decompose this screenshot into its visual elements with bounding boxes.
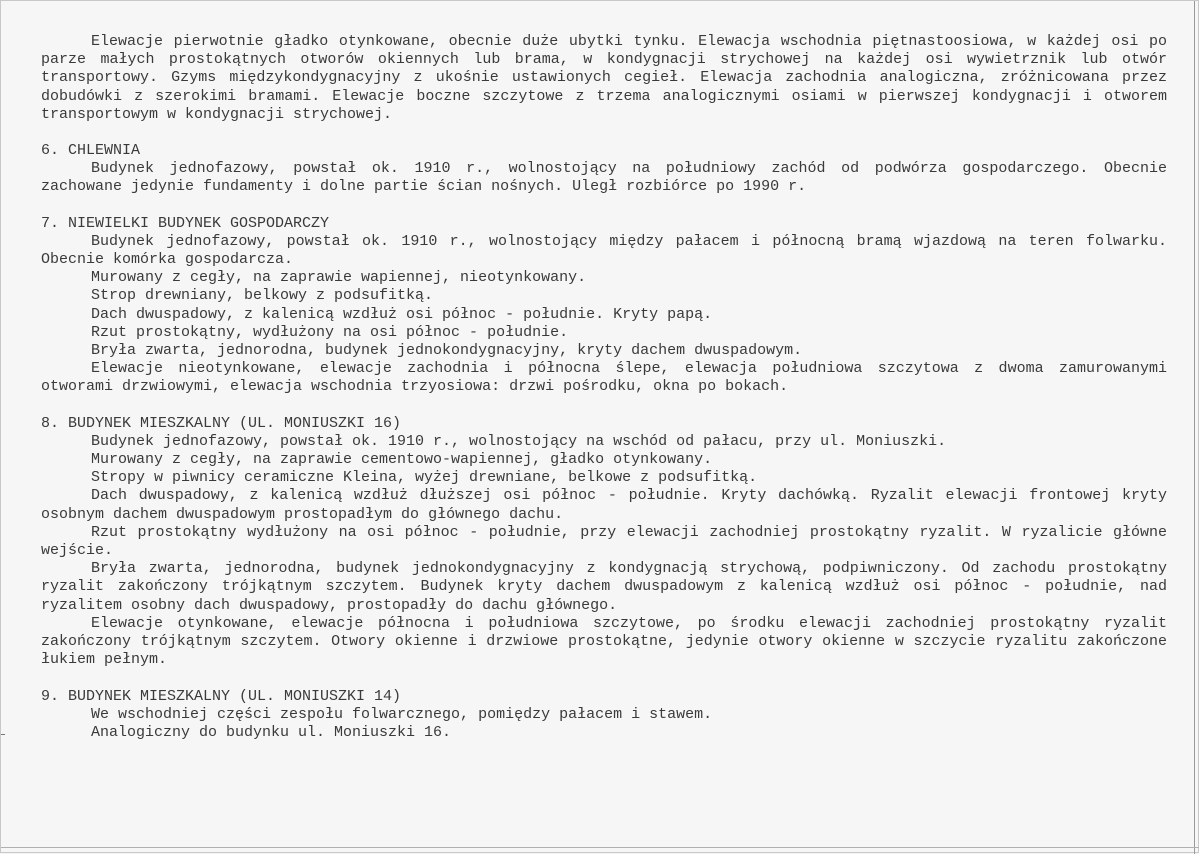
- section-budynek-mieszkalny-14: [41, 688, 1167, 743]
- section-paragraph: Budynek jednofazowy, powstał ok. 1910 r., wolnostojący między pałacem i północną bramą wjazdową na teren folwarku. Obecnie komórka gospodarcza.: [41, 232, 1167, 269]
- section-paragraph: Bryła zwarta, jednorodna, budynek jednokondygnacyjny, kryty dachem dwuspadowym.: [91, 342, 803, 360]
- section-paragraph: We wschodniej części zespołu folwarcznego, pomiędzy pałacem i stawem.: [91, 705, 713, 723]
- section-paragraph: Budynek jednofazowy, powstał ok. 1910 r., wolnostojący na wschód od pałacu, przy ul. Moniuszki.: [91, 432, 947, 450]
- section-paragraph: Murowany z cegły, na zaprawie wapiennej, nieotynkowany.: [91, 269, 587, 287]
- section-niewielki-budynek: [41, 215, 1167, 397]
- section-paragraph: Analogiczny do budynku ul. Moniuszki 16.: [91, 723, 452, 741]
- section-heading: 9. BUDYNEK MIESZKALNY (UL. MONIUSZKI 14): [41, 687, 402, 705]
- section-paragraph: Stropy w piwnicy ceramiczne Kleina, wyżej drewniane, belkowe z podsufitką.: [91, 469, 758, 487]
- section-heading: 7. NIEWIELKI BUDYNEK GOSPODARCZY: [41, 214, 330, 232]
- section-paragraph: Budynek jednofazowy, powstał ok. 1910 r., wolnostojący na południowy zachód od podwórza gospodarczego. Obecnie zachowane jedynie fundamenty i dolne partie ścian nośnych. Uległ rozbiórce po 1990 r.: [41, 160, 1167, 196]
- margin-mark: [1, 734, 5, 735]
- page-edge-bottom: [1, 847, 1199, 848]
- section-chlewnia: [41, 142, 1167, 197]
- intro-paragraph: Elewacje pierwotnie gładko otynkowane, obecnie duże ubytki tynku. Elewacja wschodnia piętnastoosiowa, w każdej osi po parze małych prostokątnych otworów okiennych lub brama, w kondygnacji strychowej na każdej osi wywietrznik lub otwór transportowy. Gzyms międzykondygnacyjny z ukośnie ustawionych cegieł. Elewacja zachodnia analogiczna, zróżnicowana przez dobudówki z szerokimi bramami. Elewacje boczne szczytowe z trzema analogicznymi osiami w pierwszej kondygnacji i otworem transportowym w kondygnacji strychowej.: [41, 33, 1167, 123]
- section-paragraph: Elewacje nieotynkowane, elewacje zachodnia i północna ślepe, elewacja południowa szczytowa z dwoma zamurowanymi otworami drzwiowymi, elewacja wschodnia trzyosiowa: drzwi pośrodku, okna po bokach.: [41, 360, 1167, 396]
- section-paragraph: Dach dwuspadowy, z kalenicą wzdłuż osi północ - południe. Kryty papą.: [91, 305, 713, 323]
- section-budynek-mieszkalny-16: [41, 415, 1167, 670]
- page-edge-right: [1194, 1, 1195, 854]
- document-body: [41, 33, 1167, 742]
- section-paragraph: Murowany z cegły, na zaprawie cementowo-wapiennej, gładko otynkowany.: [91, 451, 713, 469]
- section-paragraph: Strop drewniany, belkowy z podsufitką.: [91, 287, 434, 305]
- section-paragraph: Rzut prostokątny wydłużony na osi północ - południe, przy elewacji zachodniej prostokątny ryzalit. W ryzalicie główne wejście.: [41, 523, 1167, 560]
- section-paragraph: Dach dwuspadowy, z kalenicą wzdłuż dłuższej osi północ - południe. Kryty dachówką. Ryzalit elewacji frontowej kryty osobnym dachem dwuspadowym prostopadłym do głównego dachu.: [41, 487, 1167, 523]
- section-heading: 6. CHLEWNIA: [41, 142, 141, 160]
- section-paragraph: Bryła zwarta, jednorodna, budynek jednokondygnacyjny z kondygnacją strychową, podpiwniczony. Od zachodu prostokątny ryzalit zakończony trójkątnym szczytem. Budynek kryty dachem dwuspadowym z kalenicą wzdłuż osi północ - południe, nad ryzalitem osobny dach dwuspadowy, prostopadły do dachu głównego.: [41, 560, 1167, 614]
- section-paragraph: Rzut prostokątny, wydłużony na osi północ - południe.: [91, 323, 569, 341]
- section-paragraph: Elewacje otynkowane, elewacje północna i południowa szczytowe, po środku elewacji zachodniej prostokątny ryzalit zakończony trójkątnym szczytem. Otwory okienne i drzwiowe prostokątne, jedynie otwory okienne w szczycie ryzalitu zakończone łukiem pełnym.: [41, 614, 1167, 669]
- section-heading: 8. BUDYNEK MIESZKALNY (UL. MONIUSZKI 16): [41, 414, 402, 432]
